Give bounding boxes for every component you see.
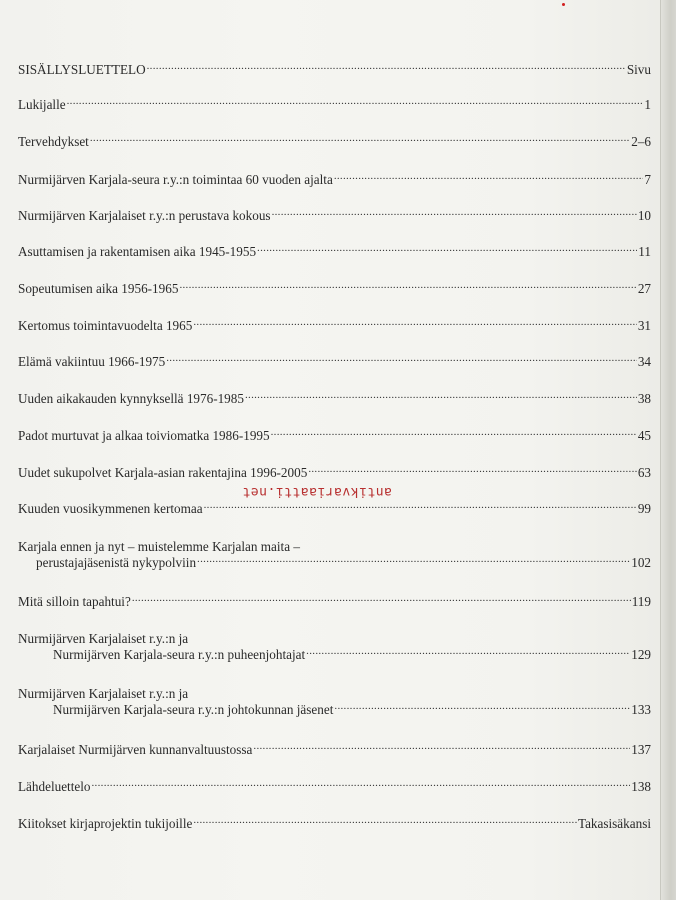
leader-dots [257, 244, 637, 256]
entry-page: 102 [631, 555, 651, 570]
leader-dots [67, 97, 644, 109]
watermark-text: antikvariaatti.net [242, 484, 392, 499]
toc-title: SISÄLLYSLUETTELO [18, 62, 146, 77]
entry-title: Lähdeluettelo [18, 779, 91, 794]
entry-title: Kertomus toimintavuodelta 1965 [18, 318, 193, 333]
leader-dots [306, 647, 630, 659]
entry-page: 31 [637, 318, 651, 333]
leader-dots [132, 594, 631, 606]
entry-title: Uuden aikakauden kynnyksellä 1976-1985 [18, 391, 244, 406]
entry-page: 11 [638, 244, 651, 259]
entry-title: Padot murtuvat ja alkaa toiviomatka 1986-1995 [18, 428, 270, 443]
toc-entry [18, 208, 651, 224]
entry-page: 2–6 [631, 134, 651, 149]
toc-header [18, 62, 651, 78]
entry-page: 99 [637, 501, 651, 516]
toc-entry [18, 354, 651, 370]
entry-title-line1: Nurmijärven Karjalaiset r.y.:n ja [18, 631, 189, 646]
leader-dots [245, 391, 637, 403]
entry-page: 129 [631, 647, 651, 662]
toc-entry [18, 97, 651, 113]
leader-dots [253, 742, 630, 754]
entry-title: Karjalaiset Nurmijärven kunnanvaltuustossa [18, 742, 253, 757]
leader-dots [272, 208, 637, 220]
entry-title: Tervehdykset [18, 134, 89, 149]
entry-page: 1 [644, 97, 651, 112]
toc-entry [18, 501, 651, 517]
entry-title: Nurmijärven Karjalaiset r.y.:n perustava kokous [18, 208, 271, 223]
leader-dots [193, 318, 636, 330]
entry-page: Takasisäkansi [577, 816, 651, 831]
toc-entry-multiline [18, 539, 651, 571]
toc-entry [18, 134, 651, 150]
entry-title-line1: Karjala ennen ja nyt – muistelemme Karjalan maita – [18, 539, 300, 554]
toc-entry [18, 816, 651, 832]
entry-page: 138 [631, 779, 651, 794]
toc-entry [18, 244, 651, 260]
toc-entry [18, 742, 651, 758]
entry-page: 27 [637, 281, 651, 296]
page-edge [660, 0, 676, 900]
entry-title: Lukijalle [18, 97, 66, 112]
entry-title: Sopeutumisen aika 1956-1965 [18, 281, 179, 296]
leader-dots [147, 62, 626, 74]
toc-entry [18, 318, 651, 334]
toc-entry [18, 428, 651, 444]
leader-dots [197, 555, 630, 567]
entry-title-line2: perustajajäsenistä nykypolviin [36, 555, 197, 570]
entry-title-line2: Nurmijärven Karjala-seura r.y.:n johtokunnan jäsenet [53, 702, 334, 717]
toc-entry [18, 779, 651, 795]
entry-page: 119 [631, 594, 651, 609]
toc-entry [18, 172, 651, 188]
toc-entry [18, 594, 651, 610]
entry-page: 34 [637, 354, 651, 369]
entry-title: Nurmijärven Karjala-seura r.y.:n toimintaa 60 vuoden ajalta [18, 172, 333, 187]
entry-title: Kuuden vuosikymmenen kertomaa [18, 501, 203, 516]
ink-mark [562, 3, 565, 6]
leader-dots [179, 281, 636, 293]
entry-title: Asuttamisen ja rakentamisen aika 1945-1955 [18, 244, 257, 259]
leader-dots [92, 779, 631, 791]
page-label: Sivu [626, 62, 651, 77]
leader-dots [271, 428, 637, 440]
entry-page: 133 [631, 702, 651, 717]
entry-title-line2: Nurmijärven Karjala-seura r.y.:n puheenjohtajat [53, 647, 306, 662]
toc-entry [18, 391, 651, 407]
toc-entry-multiline [18, 631, 651, 663]
toc-entry [18, 465, 651, 481]
toc-entry-multiline [18, 686, 651, 718]
leader-dots [193, 816, 577, 828]
entry-page: 63 [637, 465, 651, 480]
entry-page: 10 [637, 208, 651, 223]
toc-entry [18, 281, 651, 297]
entry-title: Mitä silloin tapahtui? [18, 594, 131, 609]
leader-dots [204, 501, 637, 513]
entry-page: 38 [637, 391, 651, 406]
leader-dots [308, 465, 637, 477]
leader-dots [334, 172, 644, 184]
entry-page: 7 [644, 172, 651, 187]
entry-page: 45 [637, 428, 651, 443]
entry-page: 137 [631, 742, 651, 757]
leader-dots [166, 354, 637, 366]
leader-dots [90, 134, 630, 146]
entry-title: Kiitokset kirjaprojektin tukijoille [18, 816, 193, 831]
entry-title: Elämä vakiintuu 1966-1975 [18, 354, 166, 369]
entry-title-line1: Nurmijärven Karjalaiset r.y.:n ja [18, 686, 189, 701]
leader-dots [334, 702, 630, 714]
entry-title: Uudet sukupolvet Karjala-asian rakentajina 1996-2005 [18, 465, 308, 480]
